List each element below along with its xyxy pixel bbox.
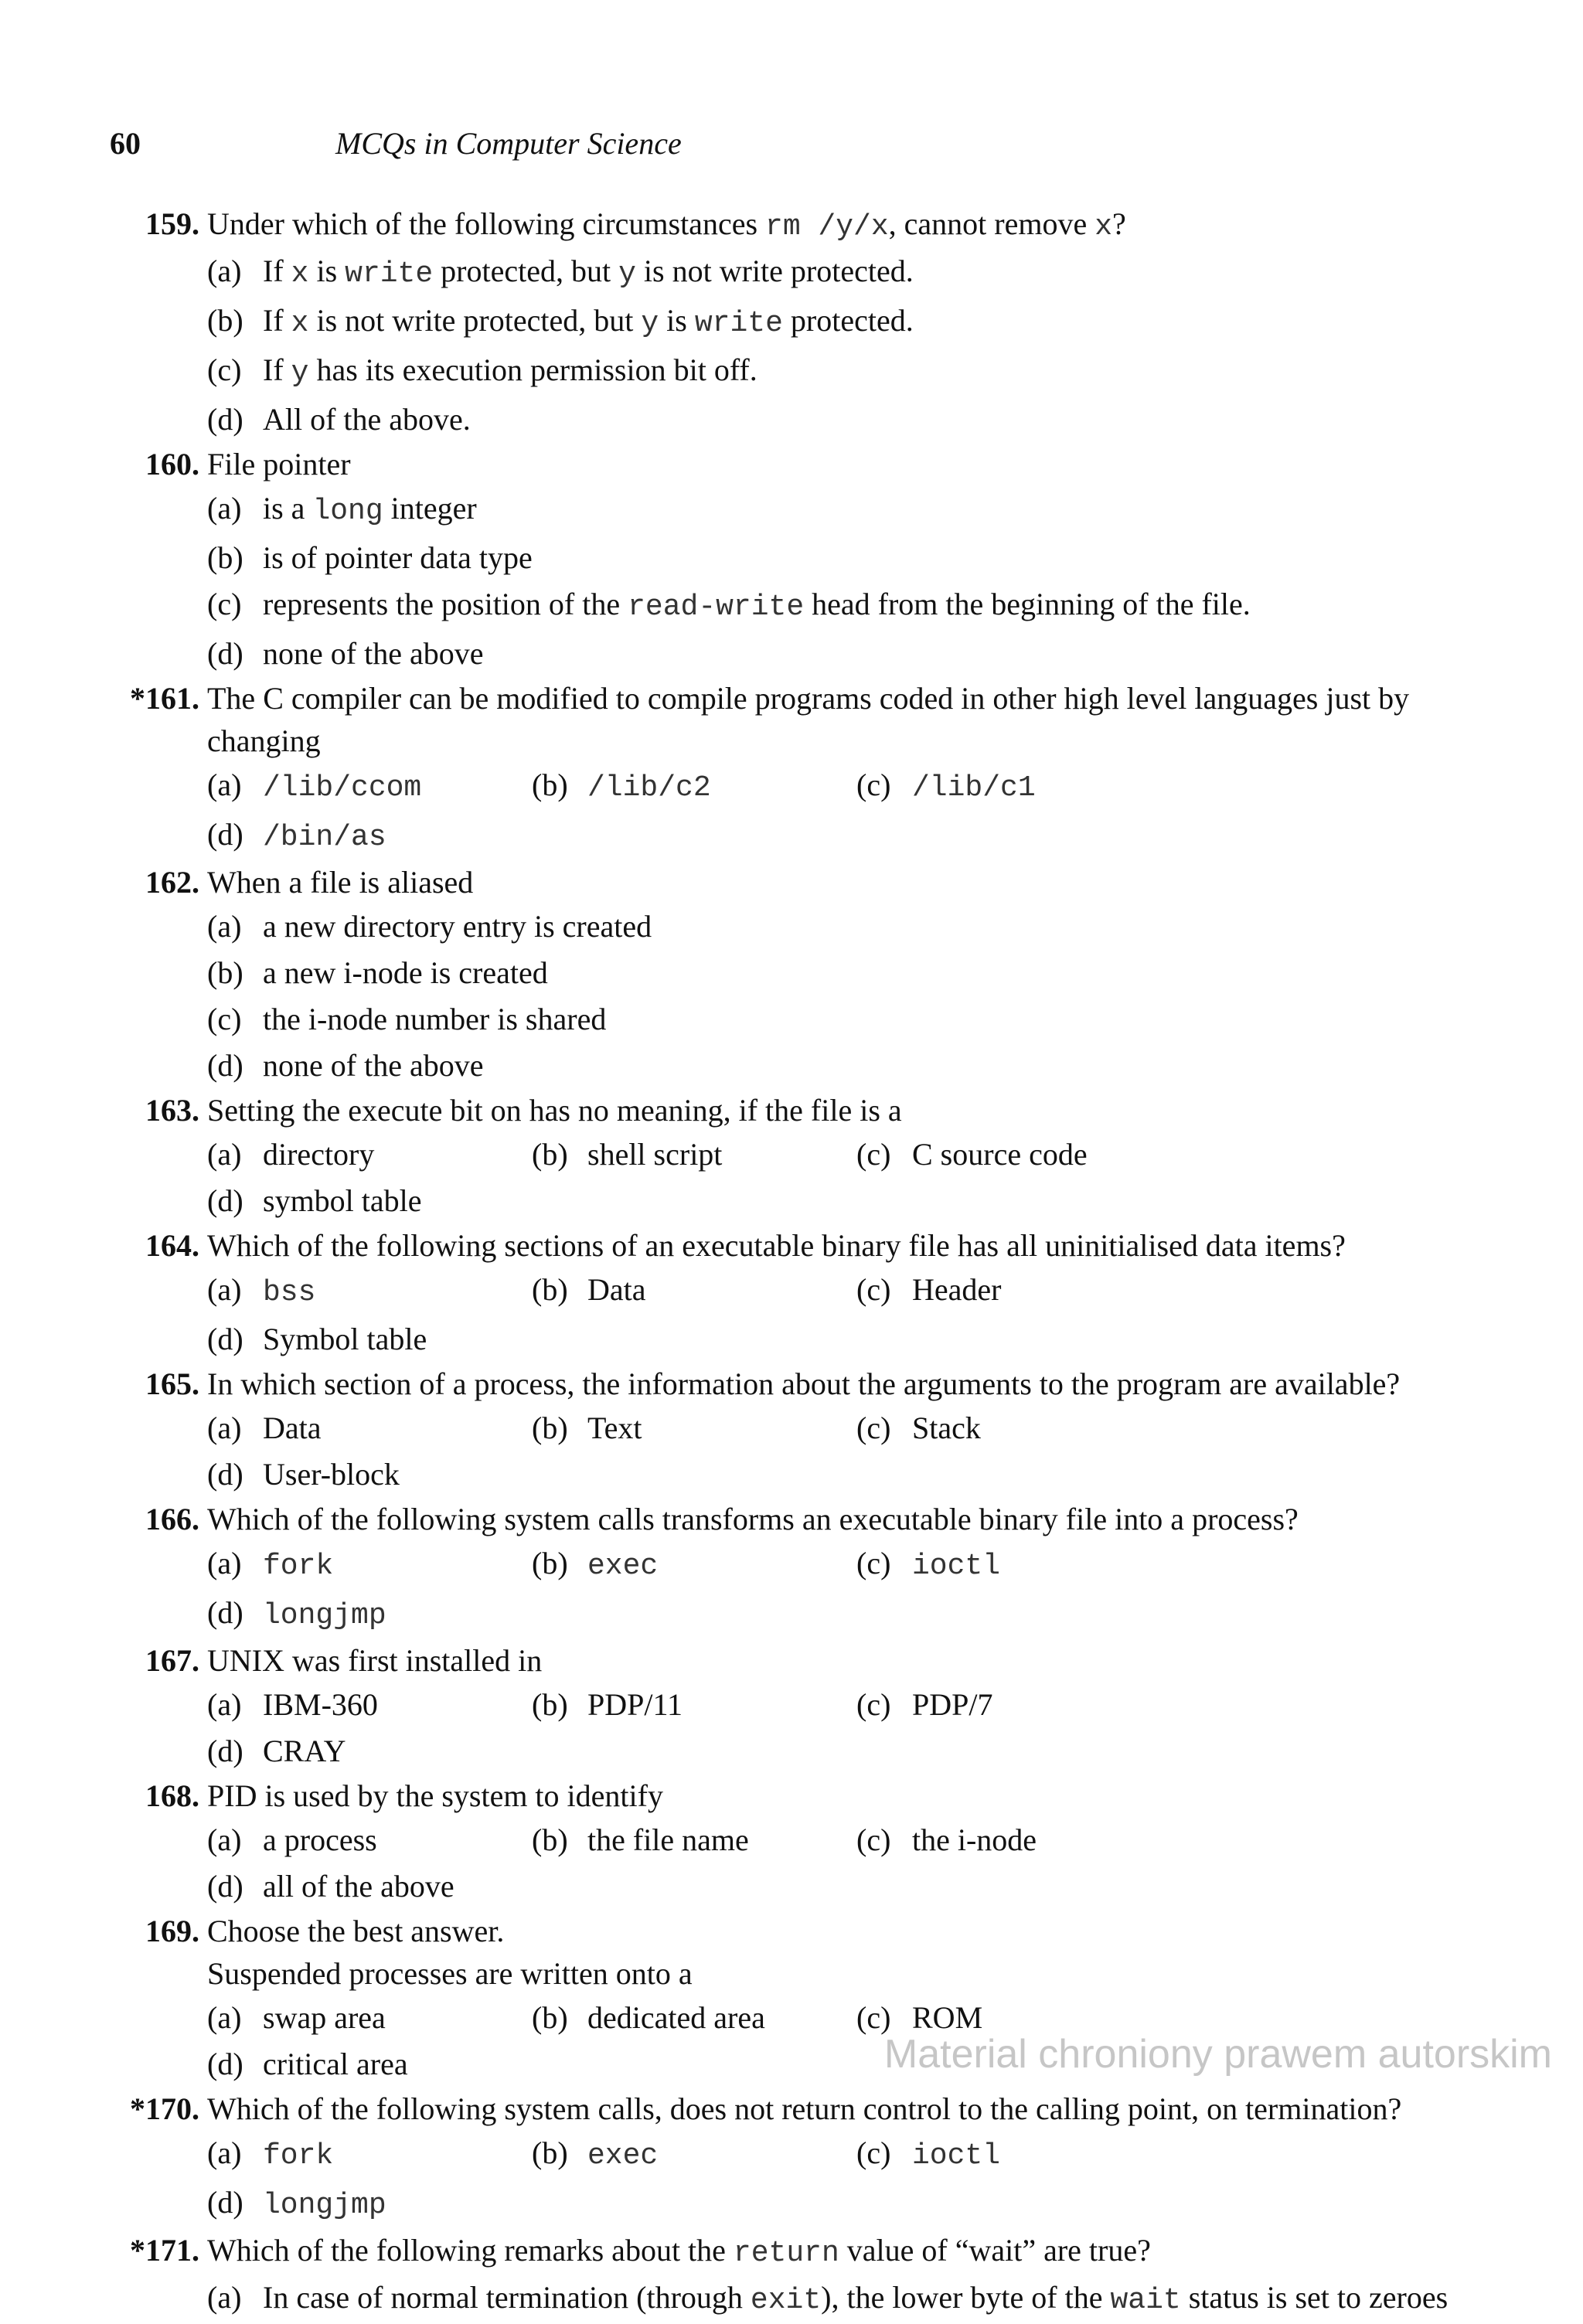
option-label: (a)	[207, 2000, 242, 2035]
option-label: (b)	[532, 767, 568, 802]
option-text	[263, 2179, 532, 2229]
option-label: (a)	[207, 1822, 242, 1857]
question-text	[207, 2229, 1490, 2275]
text-segment: is	[659, 303, 695, 338]
code-term: write	[345, 257, 434, 291]
option-label: (a)	[207, 491, 242, 526]
code-term: long	[312, 495, 383, 528]
answer-option	[207, 2179, 532, 2229]
text-segment: UNIX was first installed in	[207, 1643, 543, 1678]
question-number: 162.	[145, 865, 199, 900]
option-label: (c)	[856, 1546, 891, 1581]
answer-option	[207, 1540, 532, 1590]
text-segment: is a	[263, 491, 313, 526]
option-label: (c)	[207, 587, 242, 621]
answer-option	[207, 485, 1490, 535]
text-segment: Data	[587, 1272, 646, 1307]
text-segment: Choose the best answer.	[207, 1914, 505, 1948]
answer-option	[207, 1178, 532, 1224]
answer-option	[856, 1540, 1181, 1590]
question-item	[0, 202, 1583, 443]
page-number: 60	[110, 126, 141, 161]
text-segment: status is set to zeroes	[1180, 2280, 1449, 2315]
option-text	[263, 1178, 532, 1224]
answer-option	[856, 1682, 1181, 1728]
option-text	[263, 2041, 532, 2088]
question-text	[207, 1498, 1490, 1540]
text-segment: In case of normal termination (through	[263, 2280, 751, 2315]
question-number: 164.	[145, 1228, 199, 1263]
text-segment: Text	[587, 1410, 642, 1445]
question-number: 168.	[145, 1778, 199, 1813]
option-label: (d)	[207, 2185, 243, 2220]
answer-option	[207, 1131, 532, 1178]
question-item	[0, 1774, 1583, 1910]
text-segment: is not write protected.	[635, 253, 914, 288]
option-label: (d)	[207, 636, 243, 671]
answer-option	[207, 1267, 532, 1316]
option-label: (a)	[207, 1687, 242, 1722]
text-segment: all of the above	[263, 1869, 454, 1904]
option-label: (b)	[532, 1546, 568, 1581]
question-text	[207, 1639, 1490, 1682]
text-segment: the i-node	[912, 1822, 1037, 1857]
option-label: (c)	[856, 767, 891, 802]
question-number: *170.	[130, 2091, 199, 2126]
option-text	[263, 2130, 532, 2179]
option-list	[207, 1405, 1490, 1498]
option-text	[587, 1995, 856, 2041]
option-text	[263, 996, 856, 1043]
question-number: 166.	[145, 1502, 199, 1536]
question-list	[0, 202, 1583, 2324]
option-list	[207, 1131, 1490, 1224]
option-text	[263, 812, 532, 861]
answer-option	[856, 1817, 1181, 1863]
option-label: (c)	[207, 352, 242, 387]
answer-option	[856, 1405, 1181, 1451]
option-text	[263, 631, 1490, 677]
answer-option	[207, 1405, 532, 1451]
text-segment: is of pointer data type	[263, 540, 533, 575]
question-item	[0, 1363, 1583, 1498]
option-list	[207, 903, 1490, 1089]
option-text	[263, 1995, 532, 2041]
text-segment: integer	[383, 491, 477, 526]
answer-option	[532, 1267, 856, 1316]
option-list	[207, 1682, 1490, 1774]
option-text	[263, 903, 856, 950]
question-number: 163.	[145, 1093, 199, 1128]
question-number: 167.	[145, 1643, 199, 1678]
answer-option	[207, 396, 1490, 443]
question-text	[207, 1089, 1490, 1131]
option-text	[912, 1817, 1181, 1863]
code-term: read-write	[628, 590, 805, 624]
option-list	[207, 1540, 1490, 1639]
question-number: 165.	[145, 1366, 199, 1401]
option-text	[587, 1682, 856, 1728]
question-text	[207, 1774, 1490, 1817]
text-segment: is not write protected, but	[308, 303, 642, 338]
option-label: (b)	[532, 2000, 568, 2035]
answer-option	[532, 1995, 856, 2041]
answer-option	[207, 347, 1490, 396]
question-item	[0, 2229, 1583, 2324]
option-text	[912, 2130, 1181, 2179]
option-list	[207, 2130, 1490, 2229]
option-text	[263, 762, 532, 812]
text-segment: User-block	[263, 1457, 400, 1492]
text-segment: Which of the following system calls, does not return control to the calling point, on termination?	[207, 2091, 1402, 2126]
question-item	[0, 1639, 1583, 1774]
option-label: (c)	[856, 1822, 891, 1857]
option-label: (a)	[207, 2135, 242, 2170]
option-text	[263, 1728, 532, 1774]
answer-option	[856, 1267, 1181, 1316]
option-label: (d)	[207, 1734, 243, 1768]
option-label: (d)	[207, 1183, 243, 1218]
text-segment: All of the above.	[263, 402, 471, 437]
text-segment: swap area	[263, 2000, 386, 2035]
code-term: y	[641, 307, 659, 340]
text-segment: The C compiler can be modified to compile programs coded in other high level languages just by changing	[207, 681, 1410, 758]
code-term: longjmp	[263, 1599, 386, 1632]
option-label: (a)	[207, 1137, 242, 1172]
option-label: (b)	[532, 1137, 568, 1172]
option-text	[587, 1405, 856, 1451]
text-segment: Setting the execute bit on has no meaning, if the file is a	[207, 1093, 902, 1128]
option-text	[263, 485, 1490, 535]
option-label: (c)	[856, 1137, 891, 1172]
option-text	[263, 248, 1490, 298]
question-item	[0, 443, 1583, 677]
answer-option	[856, 762, 1181, 812]
text-segment: Which of the following system calls transforms an executable binary file into a process?	[207, 1502, 1299, 1536]
code-term: y	[291, 356, 309, 390]
answer-option	[207, 903, 856, 950]
option-list	[207, 485, 1490, 677]
question-number: 159.	[145, 206, 199, 241]
question-item	[0, 1224, 1583, 1363]
text-segment: Data	[263, 1410, 322, 1445]
option-label: (b)	[532, 1822, 568, 1857]
option-text	[912, 1267, 1181, 1316]
text-segment: Stack	[912, 1410, 981, 1445]
option-text	[912, 762, 1181, 812]
option-text	[263, 1540, 532, 1590]
text-segment: the file name	[587, 1822, 749, 1857]
answer-option	[207, 762, 532, 812]
option-label: (d)	[207, 817, 243, 852]
answer-option	[532, 1817, 856, 1863]
option-text	[587, 2130, 856, 2179]
book-title: MCQs in Computer Science	[335, 126, 682, 161]
text-segment: PDP/11	[587, 1687, 683, 1722]
option-label: (a)	[207, 909, 242, 944]
option-text	[263, 1267, 532, 1316]
answer-option	[532, 762, 856, 812]
code-term: longjmp	[263, 2189, 386, 2222]
option-label: (a)	[207, 1410, 242, 1445]
text-segment: symbol table	[263, 1183, 422, 1218]
option-text	[912, 1405, 1181, 1451]
question-text	[207, 1224, 1490, 1267]
code-term: fork	[263, 2139, 334, 2173]
code-term: exec	[587, 2139, 659, 2173]
option-text	[912, 1540, 1181, 1590]
option-text	[912, 1682, 1181, 1728]
option-text	[263, 1405, 532, 1451]
code-term: write	[694, 307, 783, 340]
text-segment: none of the above	[263, 1048, 484, 1083]
option-text	[263, 1590, 532, 1639]
answer-option	[207, 1316, 532, 1363]
question-text	[207, 677, 1490, 762]
option-label: (a)	[207, 767, 242, 802]
text-segment: , cannot remove	[888, 206, 1095, 241]
text-segment: Header	[912, 1272, 1002, 1307]
option-label: (a)	[207, 2280, 242, 2315]
text-segment: protected.	[782, 303, 914, 338]
text-segment: dedicated area	[587, 2000, 765, 2035]
question-item	[0, 677, 1583, 861]
question-text	[207, 443, 1490, 485]
question-subtext: Suspended processes are written onto a	[207, 1956, 693, 1991]
code-term: x	[291, 307, 309, 340]
option-label: (a)	[207, 1546, 242, 1581]
option-text	[263, 298, 1490, 347]
option-label: (b)	[207, 540, 243, 575]
question-number: 169.	[145, 1914, 199, 1948]
question-text	[207, 1910, 1490, 1952]
option-label: (c)	[856, 2135, 891, 2170]
answer-option	[207, 1863, 532, 1910]
option-label: (d)	[207, 1322, 243, 1356]
text-segment: none of the above	[263, 636, 484, 671]
text-segment: C source code	[912, 1137, 1088, 1172]
option-label: (b)	[207, 303, 243, 338]
code-term: /bin/as	[263, 821, 386, 854]
option-label: (a)	[207, 253, 242, 288]
option-label: (d)	[207, 1869, 243, 1904]
text-segment: represents the position of the	[263, 587, 628, 621]
text-segment: In which section of a process, the information about the arguments to the program are available?	[207, 1366, 1401, 1401]
code-term: bss	[263, 1276, 316, 1309]
text-segment: has its execution permission bit off.	[308, 352, 757, 387]
answer-option	[207, 950, 856, 996]
option-text	[263, 1131, 532, 1178]
option-text	[263, 535, 1490, 581]
question-number: 160.	[145, 447, 199, 481]
question-number: *171.	[130, 2233, 199, 2268]
option-text	[263, 1863, 532, 1910]
answer-option	[207, 1817, 532, 1863]
answer-option	[207, 535, 1490, 581]
answer-option	[532, 1682, 856, 1728]
text-segment: the i-node number is shared	[263, 1002, 607, 1036]
question-text	[207, 202, 1490, 248]
option-text	[263, 396, 1490, 443]
text-segment: a process	[263, 1822, 377, 1857]
text-segment: PDP/7	[912, 1687, 993, 1722]
option-label: (d)	[207, 1457, 243, 1492]
option-list	[207, 2275, 1490, 2324]
option-list	[207, 1267, 1490, 1363]
code-term: exit	[750, 2284, 822, 2317]
text-segment: protected, but	[433, 253, 619, 288]
question-item	[0, 2088, 1583, 2229]
option-label: (b)	[532, 1272, 568, 1307]
text-segment: Which of the following sections of an executable binary file has all uninitialised data items?	[207, 1228, 1346, 1263]
option-label: (b)	[207, 955, 243, 990]
option-label: (c)	[856, 1687, 891, 1722]
option-list	[207, 762, 1490, 861]
text-segment: Under which of the following circumstances	[207, 206, 766, 241]
code-term: /lib/c2	[587, 771, 711, 805]
question-item	[0, 1498, 1583, 1639]
option-label: (d)	[207, 1595, 243, 1630]
text-segment: value of “wait” are true?	[839, 2233, 1151, 2268]
question-text	[207, 2088, 1490, 2130]
copyright-watermark: Material chroniony prawem autorskim	[883, 2032, 1552, 2077]
answer-option	[207, 2041, 532, 2088]
text-segment: If	[263, 303, 291, 338]
option-text	[263, 1817, 532, 1863]
text-segment: ROM	[912, 2000, 983, 2035]
option-text	[263, 1451, 532, 1498]
code-term: return	[733, 2237, 839, 2270]
answer-option	[856, 1131, 1181, 1178]
option-text	[587, 1817, 856, 1863]
text-segment: is	[308, 253, 346, 288]
text-segment: head from the beginning of the file.	[804, 587, 1251, 621]
question-text	[207, 1363, 1490, 1405]
answer-option	[207, 631, 1490, 677]
answer-option	[532, 1540, 856, 1590]
text-segment: ), the lower byte of the	[821, 2280, 1111, 2315]
option-label: (d)	[207, 2047, 243, 2081]
code-term: fork	[263, 1550, 334, 1583]
question-number: *161.	[130, 681, 199, 716]
option-label: (b)	[532, 1410, 568, 1445]
text-segment: File pointer	[207, 447, 351, 481]
text-segment: a new directory entry is created	[263, 909, 652, 944]
option-text	[263, 2275, 1490, 2324]
text-segment: a new i-node is created	[263, 955, 548, 990]
text-segment: When a file is aliased	[207, 865, 474, 900]
code-term: /lib/c1	[912, 771, 1036, 805]
code-term: x	[1094, 210, 1113, 243]
text-segment: Symbol table	[263, 1322, 427, 1356]
text-segment: PID is used by the system to identify	[207, 1778, 663, 1813]
option-text	[263, 1682, 532, 1728]
option-text	[263, 950, 856, 996]
option-list	[207, 1817, 1490, 1910]
answer-option	[207, 2275, 1490, 2324]
answer-option	[856, 2130, 1181, 2179]
option-label: (d)	[207, 1048, 243, 1083]
text-segment: IBM-360	[263, 1687, 378, 1722]
answer-option	[207, 1682, 532, 1728]
text-segment: If	[263, 253, 291, 288]
text-segment: CRAY	[263, 1734, 346, 1768]
text-segment: ?	[1112, 206, 1126, 241]
answer-option	[207, 298, 1490, 347]
answer-option	[207, 1043, 856, 1089]
answer-option	[207, 1995, 532, 2041]
option-list	[207, 248, 1490, 443]
option-text	[587, 1540, 856, 1590]
answer-option	[532, 1405, 856, 1451]
option-label: (c)	[856, 2000, 891, 2035]
code-term: exec	[587, 1550, 659, 1583]
text-segment: Which of the following remarks about the	[207, 2233, 734, 2268]
question-item	[0, 1089, 1583, 1224]
answer-option	[532, 2130, 856, 2179]
code-term: /lib/ccom	[263, 771, 422, 805]
option-label: (a)	[207, 1272, 242, 1307]
code-term: x	[291, 257, 309, 291]
code-term: y	[618, 257, 636, 291]
option-label: (b)	[532, 1687, 568, 1722]
code-term: rm /y/x	[765, 210, 889, 243]
code-term: ioctl	[912, 2139, 1001, 2173]
answer-option	[207, 996, 856, 1043]
question-text	[207, 861, 1490, 903]
option-text	[263, 1043, 856, 1089]
option-label: (c)	[207, 1002, 242, 1036]
code-term: wait	[1110, 2284, 1181, 2317]
option-label: (b)	[532, 2135, 568, 2170]
text-segment: directory	[263, 1137, 375, 1172]
text-segment: shell script	[587, 1137, 723, 1172]
text-segment: If	[263, 352, 291, 387]
answer-option	[207, 1728, 532, 1774]
option-text	[263, 1316, 532, 1363]
option-label: (c)	[856, 1272, 891, 1307]
answer-option	[207, 581, 1490, 631]
option-text	[587, 1131, 856, 1178]
question-item	[0, 861, 1583, 1089]
option-text	[263, 347, 1490, 396]
option-text	[587, 762, 856, 812]
option-label: (c)	[856, 1410, 891, 1445]
code-term: ioctl	[912, 1550, 1001, 1583]
answer-option	[207, 248, 1490, 298]
answer-option	[207, 812, 532, 861]
option-text	[263, 581, 1490, 631]
answer-option	[207, 1451, 532, 1498]
option-text	[912, 1131, 1181, 1178]
answer-option	[207, 1590, 532, 1639]
answer-option	[207, 2130, 532, 2179]
option-label: (d)	[207, 402, 243, 437]
answer-option	[532, 1131, 856, 1178]
option-text	[587, 1267, 856, 1316]
text-segment: critical area	[263, 2047, 408, 2081]
